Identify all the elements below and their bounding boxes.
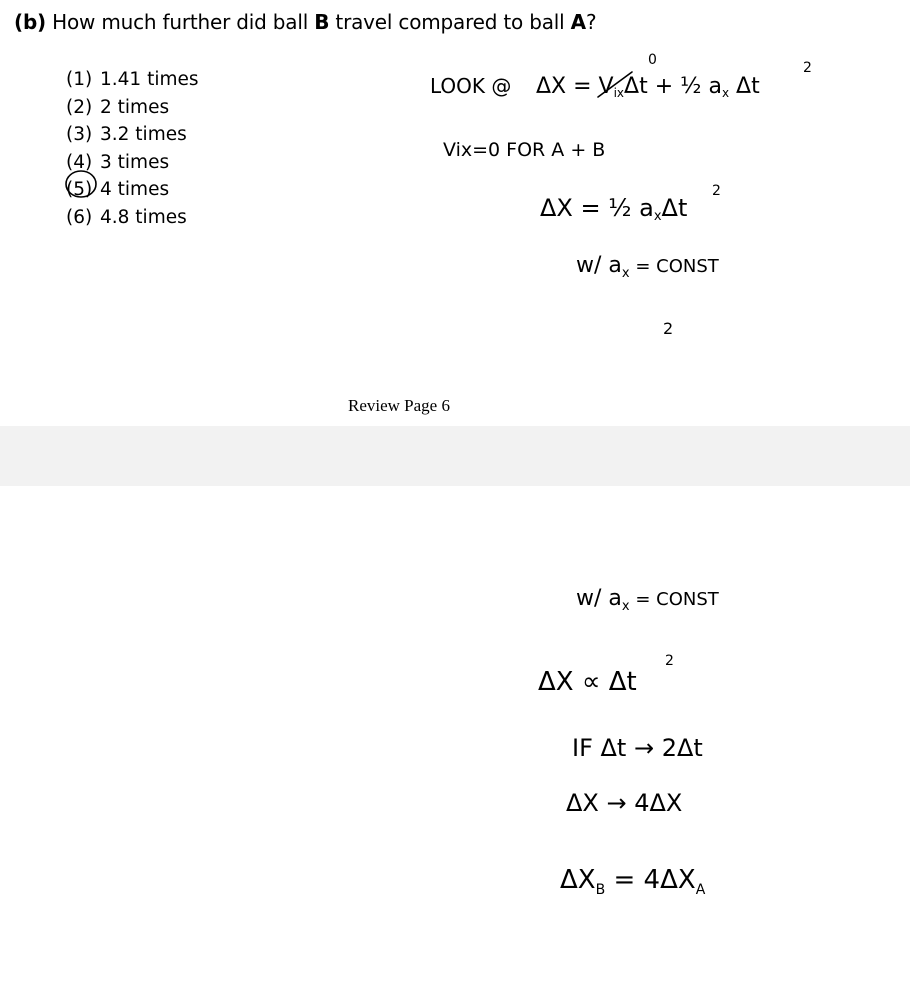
hw-top-line1-sup: 2 bbox=[803, 60, 812, 76]
document-page-bottom bbox=[0, 486, 910, 1002]
hw-top-line3: ΔX = ½ axΔt bbox=[540, 194, 688, 224]
question-text-middle: travel compared to ball bbox=[329, 10, 571, 34]
hw-bottom-line1: w/ $a_x$ $^{= CONST}$ bbox=[576, 586, 719, 614]
choice-label: 4 times bbox=[100, 179, 170, 201]
choice-number: (3) bbox=[66, 124, 93, 146]
choice-number: (1) bbox=[66, 69, 93, 90]
hw-top-line4: w/ $a_x$ $^{= CONST}$ bbox=[576, 253, 719, 281]
question-ball-b: B bbox=[314, 10, 330, 34]
choice-item bbox=[66, 66, 199, 94]
choice-item-selected bbox=[66, 176, 199, 204]
hw-top-line1-eq: ΔX = VixΔt + ½ ax Δt bbox=[536, 74, 760, 100]
question-ball-a: A bbox=[570, 10, 586, 34]
choice-number: (2) bbox=[66, 96, 93, 118]
question-text-before: How much further did ball bbox=[52, 10, 315, 34]
hw-top-line1-prefix: LOOK @ bbox=[430, 74, 512, 98]
answer-choices bbox=[66, 66, 199, 232]
hw-bottom-line2: ΔX ∝ Δt bbox=[538, 667, 637, 697]
page-footer: Review Page 6 bbox=[348, 396, 450, 415]
hw-top-line2: Vix=0 FOR A + B bbox=[443, 139, 606, 161]
hw-top-line5-partial: 2 bbox=[663, 319, 674, 338]
hw-top-line3-sup: 2 bbox=[712, 183, 721, 199]
choice-label: 4.8 times bbox=[100, 206, 187, 228]
choice-label: 2 times bbox=[100, 96, 170, 118]
question-text bbox=[14, 10, 596, 34]
hw-bottom-line2-sup: 2 bbox=[665, 653, 674, 669]
choice-label: 1.41 times bbox=[100, 69, 199, 90]
choice-number: (6) bbox=[66, 206, 93, 228]
hw-bottom-line3: IF Δt → 2Δt bbox=[572, 734, 703, 762]
choice-item bbox=[66, 204, 199, 232]
question-text-end: ? bbox=[585, 10, 597, 34]
hw-bottom-line4: ΔX → 4ΔX bbox=[566, 789, 683, 817]
choice-item bbox=[66, 149, 199, 177]
choice-item bbox=[66, 121, 199, 149]
choice-item bbox=[66, 94, 199, 122]
hw-bottom-line5: $\Delta X_B = 4\Delta X_A$ bbox=[560, 865, 706, 898]
choice-number: (5) bbox=[66, 179, 93, 201]
choice-label: 3 times bbox=[100, 151, 170, 173]
question-prefix: (b) bbox=[14, 10, 46, 34]
choice-label: 3.2 times bbox=[100, 124, 187, 146]
page-separator bbox=[0, 426, 910, 486]
hw-top-line1-zero: 0 bbox=[648, 52, 657, 68]
choice-number: (4) bbox=[66, 151, 93, 173]
